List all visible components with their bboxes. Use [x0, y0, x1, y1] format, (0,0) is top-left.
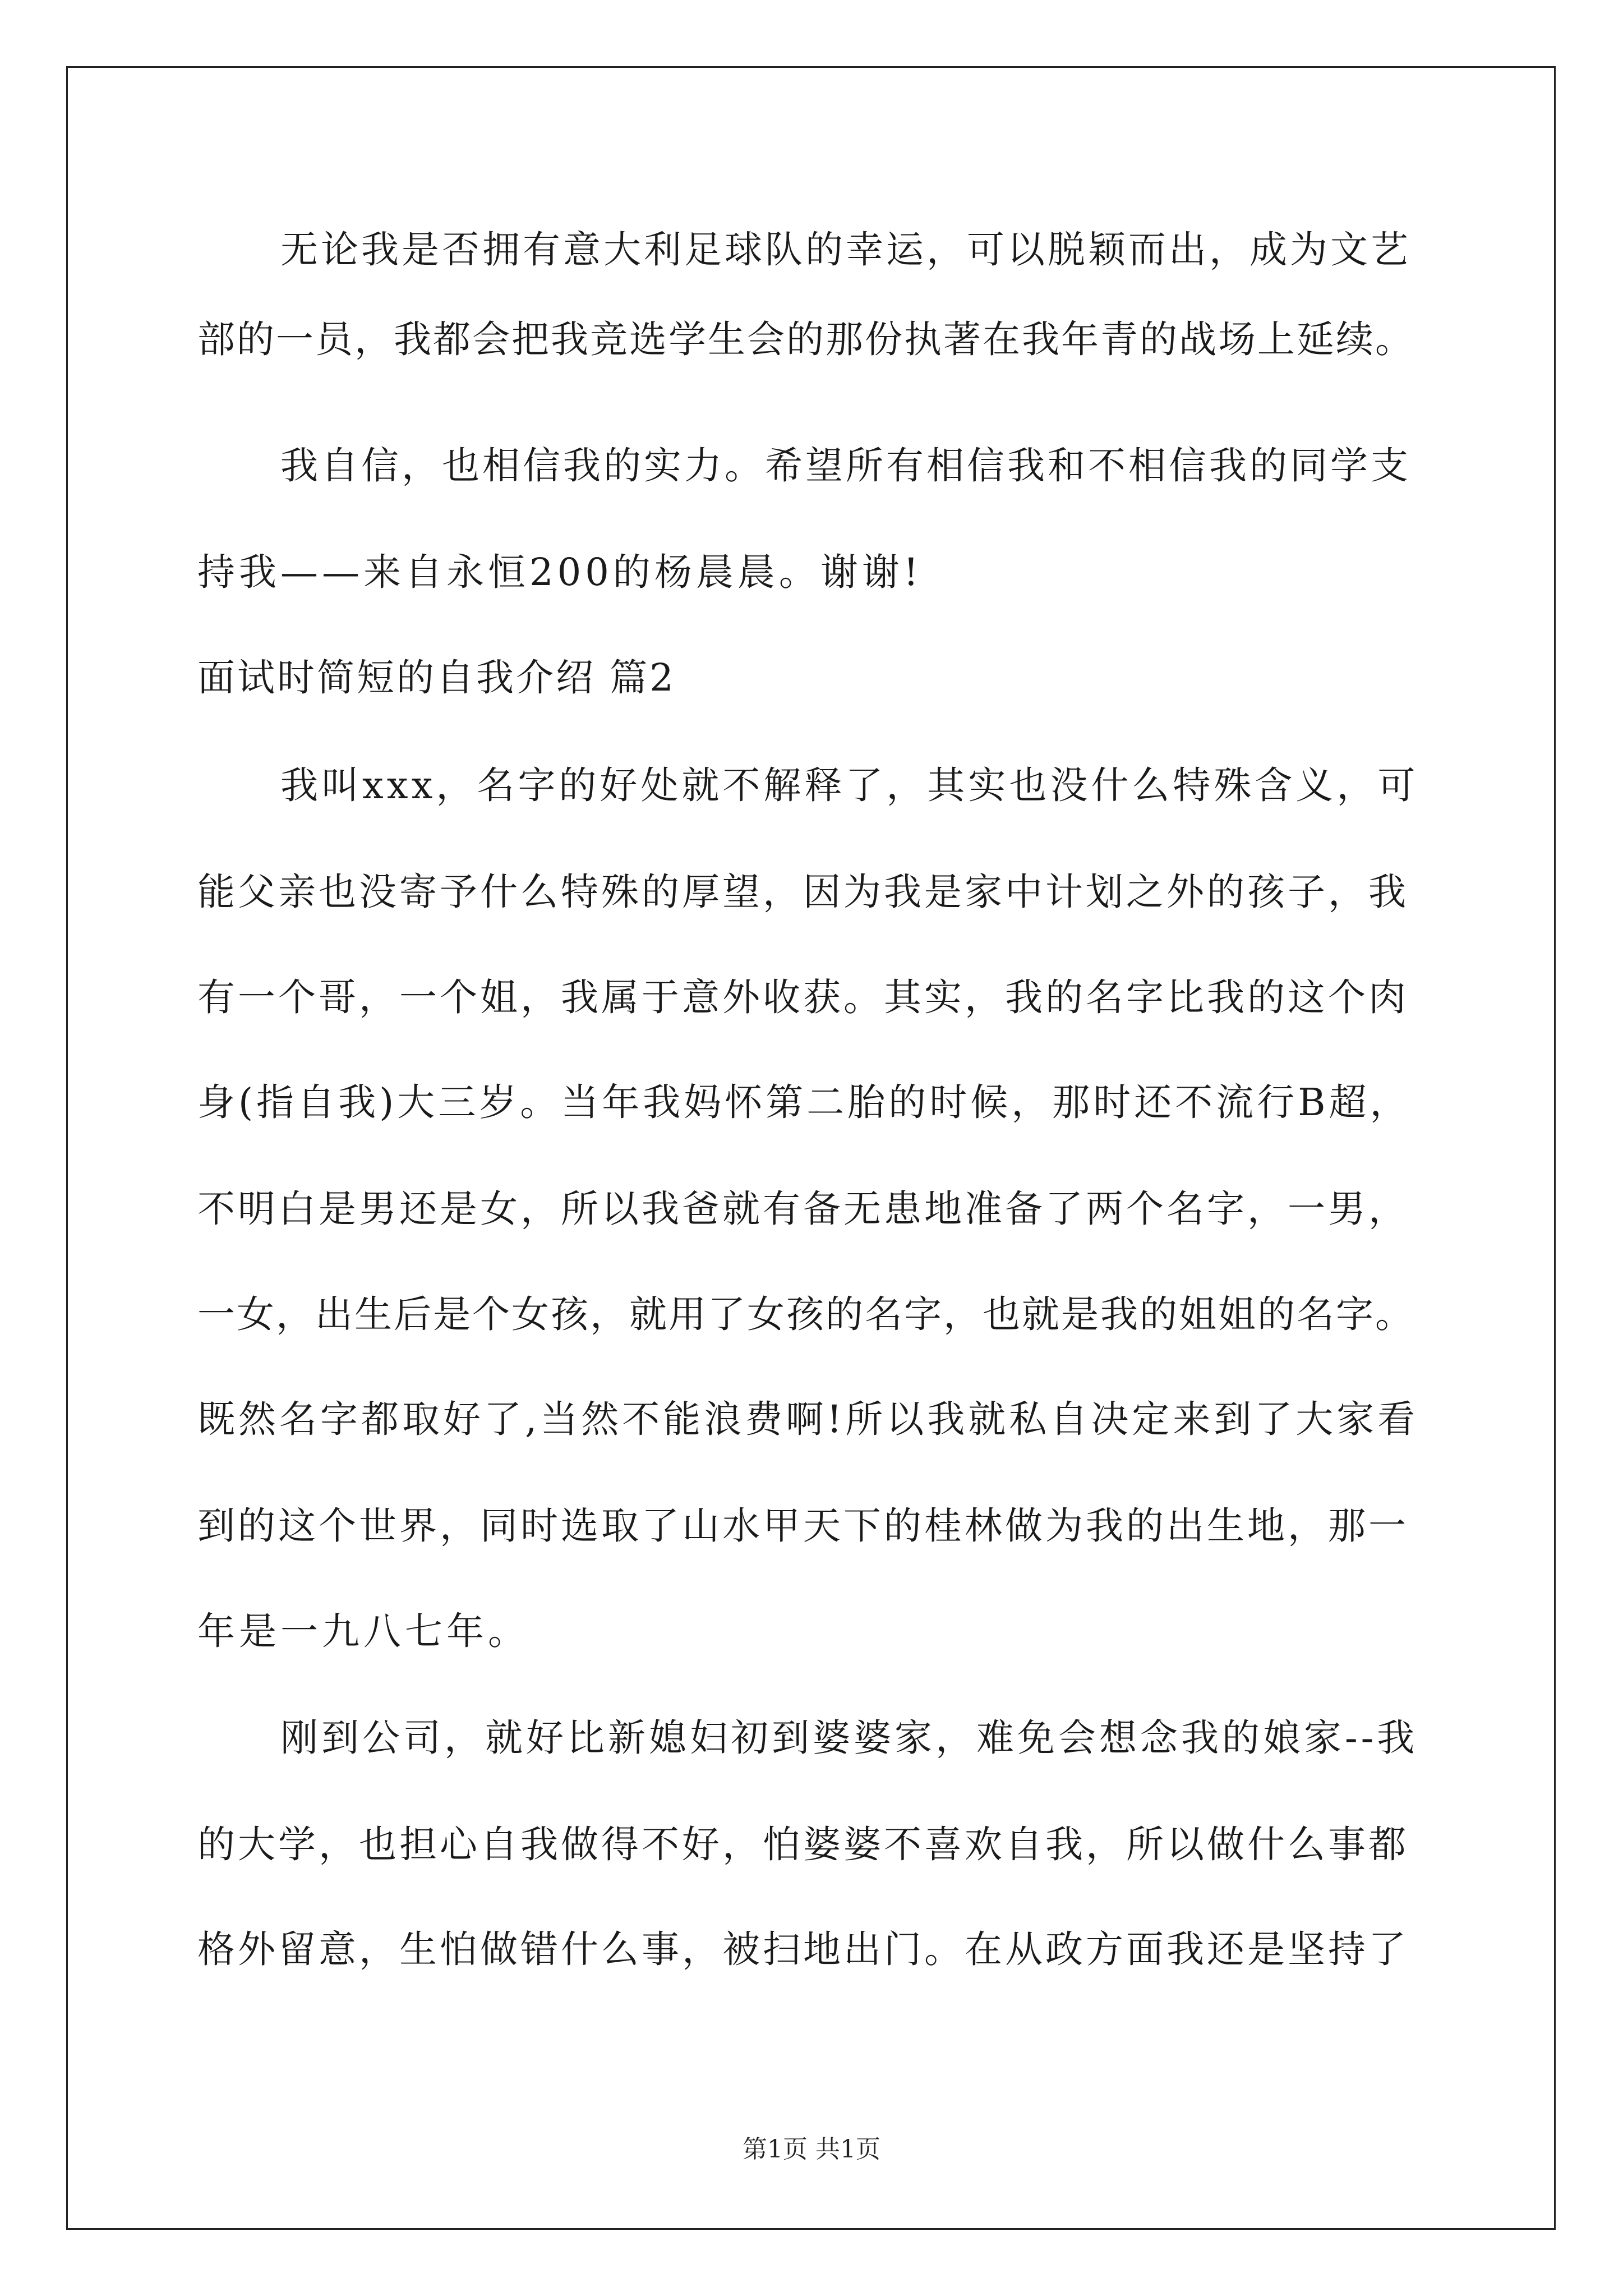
page-footer: 第1页 共1页 — [743, 2135, 880, 2164]
page-border — [66, 66, 1556, 2230]
paragraph-line: 刚到公司，就好比新媳妇初到婆婆家，难免会想念我的娘家--我 — [280, 1716, 1418, 1760]
paragraph-line: 部的一员，我都会把我竞选学生会的那份执著在我年青的战场上延续。 — [197, 318, 1414, 361]
paragraph-line: 无论我是否拥有意大利足球队的幸运，可以脱颖而出，成为文艺 — [280, 228, 1411, 272]
paragraph-line: 到的这个世界，同时选取了山水甲天下的桂林做为我的出生地，那一 — [197, 1504, 1409, 1548]
paragraph-line: 有一个哥，一个姐，我属于意外收获。其实，我的名字比我的这个肉 — [197, 976, 1409, 1019]
section-heading: 面试时简短的自我介绍 篇2 — [197, 656, 676, 700]
paragraph-line: 的大学，也担心自我做得不好，怕婆婆不喜欢自我，所以做什么事都 — [197, 1823, 1409, 1866]
paragraph-line: 能父亲也没寄予什么特殊的厚望，因为我是家中计划之外的孩子，我 — [197, 870, 1409, 914]
paragraph-line: 我叫xxx，名字的好处就不解释了，其实也没什么特殊含义，可 — [280, 763, 1419, 807]
paragraph-line: 身(指自我)大三岁。当年我妈怀第二胎的时候，那时还不流行B超， — [197, 1080, 1411, 1124]
paragraph-line: 持我——来自永恒200的杨晨晨。谢谢! — [197, 550, 923, 594]
paragraph-line: 年是一九八七年。 — [197, 1609, 529, 1653]
paragraph-line: 不明白是男还是女，所以我爸就有备无患地准备了两个名字，一男， — [197, 1187, 1409, 1231]
paragraph-line: 我自信，也相信我的实力。希望所有相信我和不相信我的同学支 — [280, 444, 1411, 487]
paragraph-line: 一女，出生后是个女孩，就用了女孩的名字，也就是我的姐姐的名字。 — [197, 1292, 1414, 1336]
paragraph-line: 格外留意，生怕做错什么事，被扫地出门。在从政方面我还是坚持了 — [197, 1927, 1409, 1971]
paragraph-line: 既然名字都取好了,当然不能浪费啊!所以我就私自决定来到了大家看 — [197, 1397, 1419, 1441]
